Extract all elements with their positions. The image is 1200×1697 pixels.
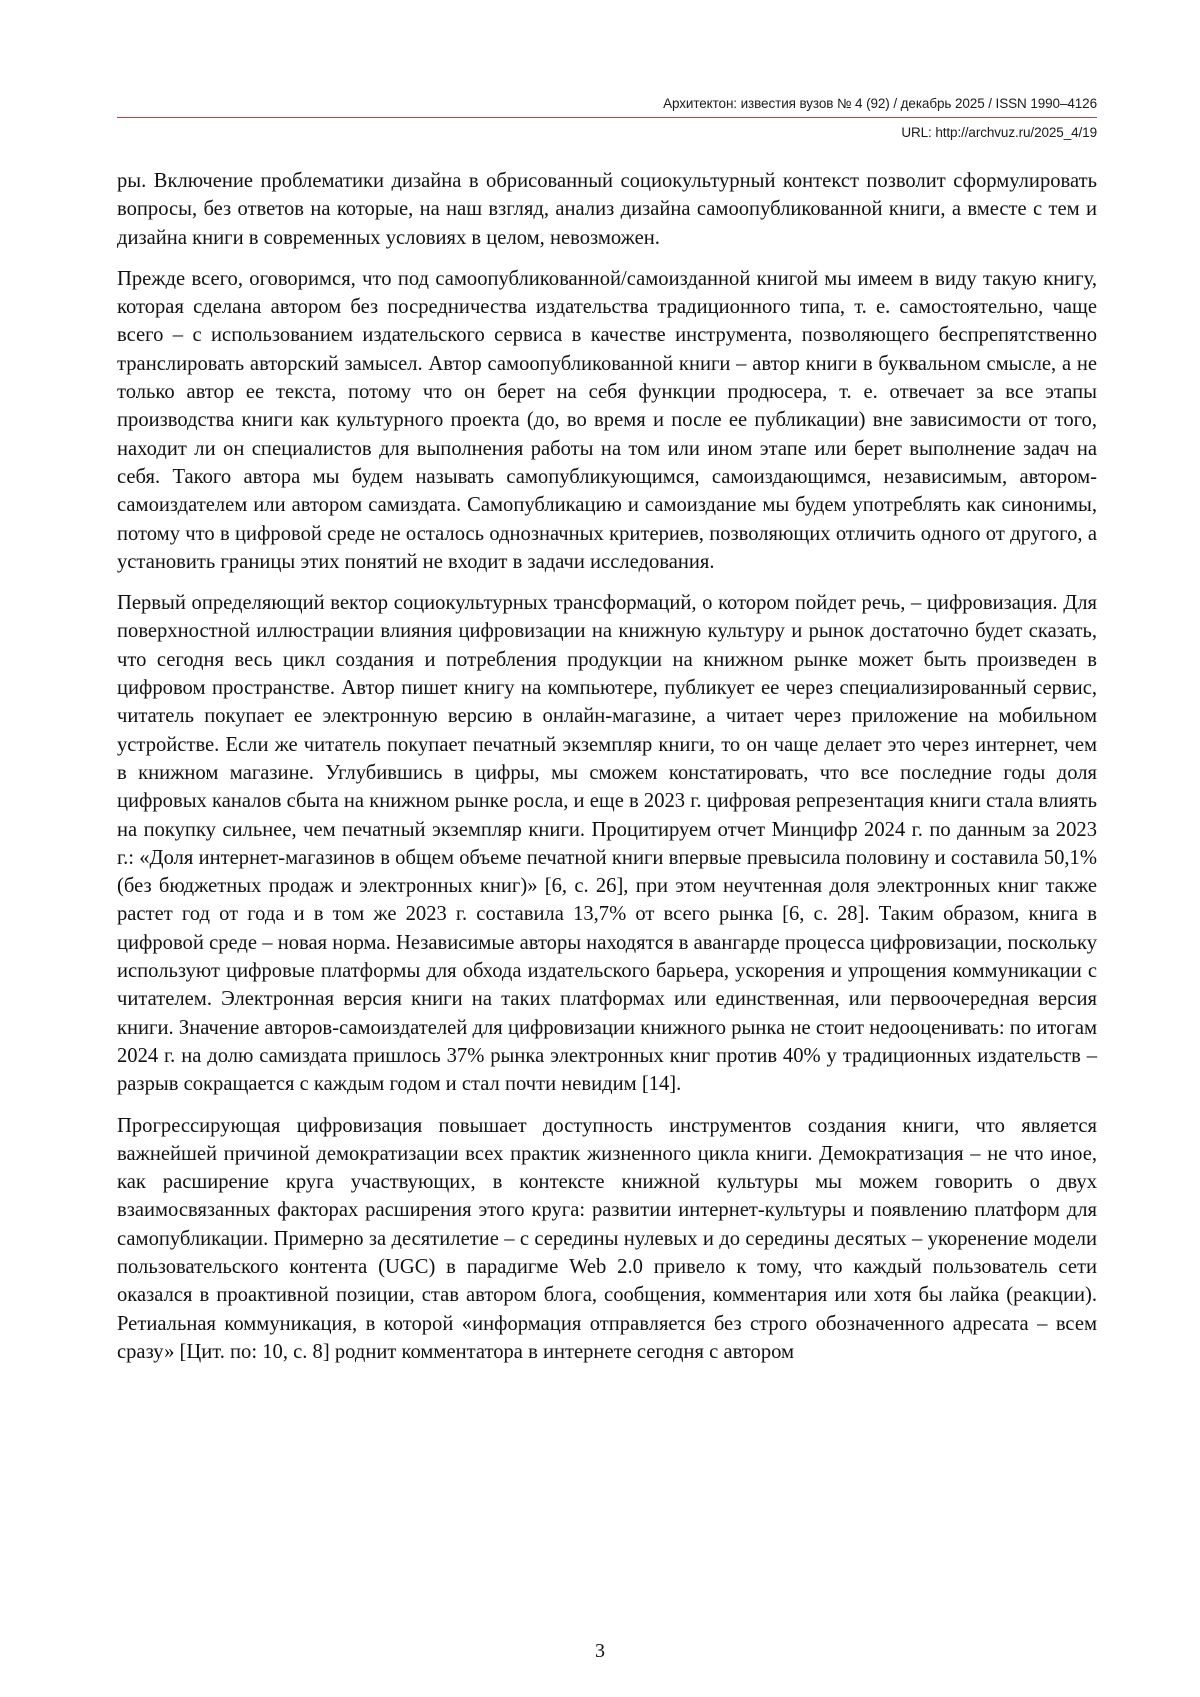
journal-citation: Архитектон: известия вузов № 4 (92) / декабрь 2025 / ISSN 1990–4126	[663, 96, 1097, 111]
paragraph-2: Прежде всего, оговоримся, что под самоопубликованной/самоизданной книгой мы имеем в виду такую книгу, которая сделана автором без посредничества издательства традиционного типа, т. е. самостоятельно, чаще всего – с использованием издательского сервиса в качестве инструмента, позволяющего беспрепятственно транслировать авторский замысел. Автор самоопубликованной книги – автор книги в буквальном смысле, а не только автор ее текста, потому что он берет на себя функции продюсера, т. е. отвечает за все этапы производства книги как культурного проекта (до, во время и после ее публикации) вне зависимости от того, находит ли он специалистов для выполнения работы на том или ином этапе или берет выполнение задач на себя. Такого автора мы будем называть самопубликующимся, самоиздающимся, независимым, автором-самоиздателем или автором самиздата. Самопубликацию и самоиздание мы будем употреблять как синонимы, потому что в цифровой среде не осталось однозначных критериев, позволяющих отличить одного от другого, а установить границы этих понятий не входит в задачи исследования.	[117, 267, 1097, 573]
page-number: 3	[595, 1640, 605, 1662]
article-body	[117, 167, 1097, 1379]
paragraph-4: Прогрессирующая цифровизация повышает доступность инструментов создания книги, что является важнейшей причиной демократизации всех практик жизненного цикла книги. Демократизация – не что иное, как расширение круга участвующих, в контексте книжной культуры мы можем говорить о двух взаимосвязанных факторах расширения этого круга: развитии интернет-культуры и появлению платформ для самопубликации. Примерно за десятилетие – с середины нулевых и до середины десятых – укоренение модели пользовательского контента (UGC) в парадигме Web 2.0 привело к тому, что каждый пользователь сети оказался в проактивной позиции, став автором блога, сообщения, комментария или хотя бы лайка (реакции). Ретиальная коммуникация, в которой «информация отправляется без строго обозначенного адресата – всем сразу» [Цит. по: 10, с. 8] роднит комментатора в интернете сегодня с автором	[117, 1114, 1097, 1363]
paragraph-3: Первый определяющий вектор социокультурных трансформаций, о котором пойдет речь, – цифровизация. Для поверхностной иллюстрации влияния цифровизации на книжную культуру и рынок достаточно будет сказать, что сегодня весь цикл создания и потребления продукции на книжном рынке может быть произведен в цифровом пространстве. Автор пишет книгу на компьютере, публикует ее через специализированный сервис, читатель покупает ее электронную версию в онлайн-магазине, а читает через приложение на мобильном устройстве. Если же читатель покупает печатный экземпляр книги, то он чаще делает это через интернет, чем в книжном магазине. Углубившись в цифры, мы сможем констатировать, что все последние годы доля цифровых каналов сбыта на книжном рынке росла, и еще в 2023 г. цифровая репрезентация книги стала влиять на покупку сильнее, чем печатный экземпляр книги. Процитируем отчет Минцифр 2024 г. по данным за 2023 г.: «Доля интернет-магазинов в общем объеме печатной книги впервые превысила половину и составила 50,1% (без бюджетных продаж и электронных книг)» [6, с. 26], при этом неучтенная доля электронных книг также растет год от года и в том же 2023 г. составила 13,7% от всего рынка [6, с. 28]. Таким образом, книга в цифровой среде – новая норма. Независимые авторы находятся в авангарде процесса цифровизации, поскольку используют цифровые платформы для обхода издательского барьера, ускорения и упрощения коммуникации с читателем. Электронная версия книги на таких платформах или единственная, или первоочередная версия книги. Значение авторов-самоиздателей для цифровизации книжного рынка не стоит недооценивать: по итогам 2024 г. на долю самиздата пришлось 37% рынка электронных книг против 40% у традиционных издательств – разрыв сокращается с каждым годом и стал почти невидим [14].	[117, 592, 1097, 1096]
header-divider	[117, 117, 1097, 118]
paragraph-1: ры. Включение проблематики дизайна в обрисованный социокультурный контекст позволит сформулировать вопросы, без ответов на которые, на наш взгляд, анализ дизайна самоопубликованной книги, а вместе с тем и дизайна книги в современных условиях в целом, невозможен.	[117, 170, 1097, 249]
running-header	[117, 95, 1097, 142]
article-url: URL: http://archvuz.ru/2025_4/19	[901, 125, 1097, 140]
